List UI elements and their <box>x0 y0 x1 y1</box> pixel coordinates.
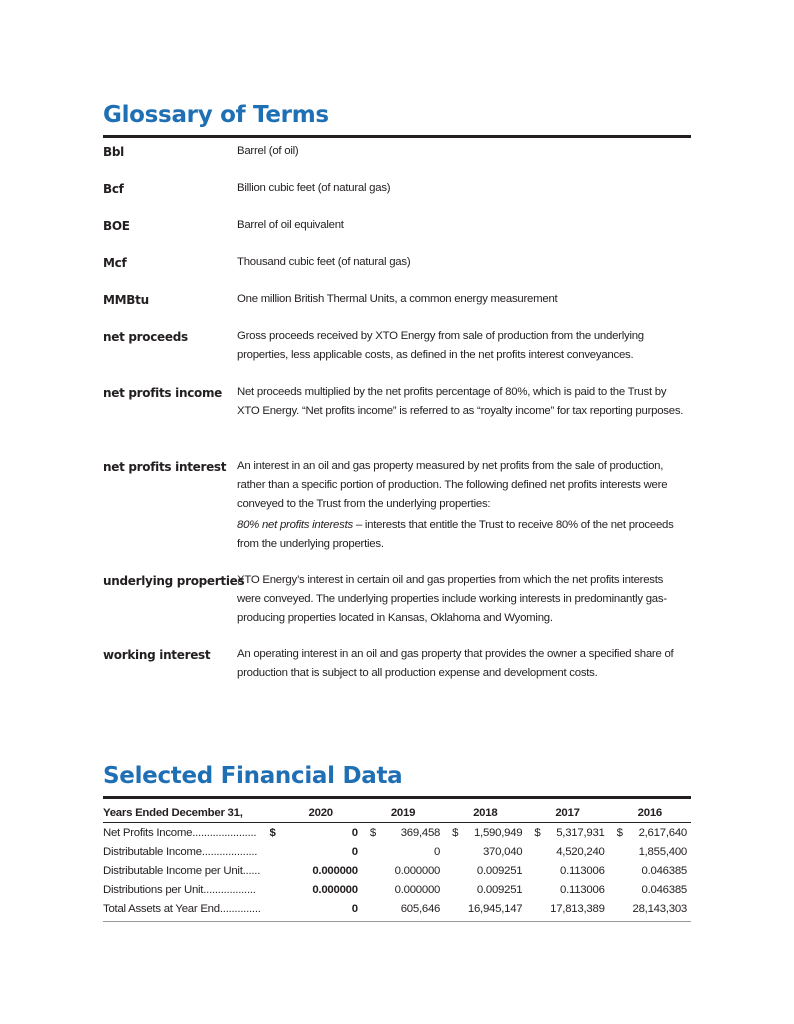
row-label-text: Distributable Income <box>103 845 202 858</box>
row-dollar-sign: $ <box>269 826 276 839</box>
cell-dollar: $ <box>369 826 376 839</box>
table-cell: 0.113006 <box>559 864 605 877</box>
table-cell <box>609 823 691 843</box>
row-label-text: Net Profits Income <box>103 826 193 839</box>
glossary-title-rule <box>103 135 691 138</box>
leader-dots: ................... <box>201 845 258 858</box>
table-cell: 0.000000 <box>394 883 441 896</box>
table-cell: 605,646 <box>400 902 441 915</box>
table-cell <box>526 823 608 843</box>
glossary-term-bcf: Bcf <box>103 182 124 196</box>
years-ended-header: Years Ended December 31, <box>103 804 280 823</box>
glossary-term-bbl: Bbl <box>103 145 124 159</box>
glossary-subdef-italic: 80% net profits interests <box>237 519 353 531</box>
glossary-def-net-profits-income: Net proceeds multiplied by the net profits percentage of 80%, which is paid to the Trust by XTO Energy. “Net profits income” is referred to as “royalty income” for tax reporting purposes. <box>237 386 684 417</box>
table-cell: 0.009251 <box>476 883 523 896</box>
table-cell: 0 <box>351 826 358 839</box>
cell-value: 1,590,949 <box>473 826 523 839</box>
table-header-row <box>103 804 691 823</box>
row-label-text: Total Assets at Year End <box>103 902 220 915</box>
glossary-def-bbl: Barrel (of oil) <box>237 145 299 157</box>
glossary-term-mcf: Mcf <box>103 256 127 270</box>
glossary-term-mmbtu: MMBtu <box>103 293 149 307</box>
glossary-def-mcf: Thousand cubic feet (of natural gas) <box>237 256 411 268</box>
row-label <box>103 899 280 918</box>
table-row <box>103 899 691 918</box>
glossary-def-mmbtu: One million British Thermal Units, a common energy measurement <box>237 293 558 305</box>
table-cell: 0.000000 <box>312 864 358 877</box>
leader-dots: .............. <box>219 902 261 915</box>
row-label-text: Distributable Income per Unit <box>103 864 243 877</box>
year-header-2016: 2016 <box>609 804 691 823</box>
table-row <box>103 823 691 843</box>
cell-value: 369,458 <box>400 826 441 839</box>
table-cell: 0.000000 <box>394 864 441 877</box>
table-cell: 0 <box>351 902 358 915</box>
year-header-2019: 2019 <box>362 804 444 823</box>
table-cell: 0.113006 <box>559 883 605 896</box>
row-label <box>103 880 280 899</box>
table-cell: 0.000000 <box>312 883 358 896</box>
cell-value: 2,617,640 <box>638 826 687 839</box>
leader-dots: ...... <box>242 864 261 877</box>
table-cell: 0.046385 <box>641 864 687 877</box>
table-cell: 4,520,240 <box>556 845 605 858</box>
row-label <box>103 823 280 843</box>
row-label <box>103 842 280 861</box>
cell-value: 5,317,931 <box>556 826 605 839</box>
financial-title: Selected Financial Data <box>103 763 403 789</box>
leader-dots: .................. <box>203 883 256 896</box>
financial-data-table <box>103 804 691 918</box>
year-header-2020: 2020 <box>280 804 362 823</box>
table-row <box>103 861 691 880</box>
glossary-title: Glossary of Terms <box>103 102 329 128</box>
glossary-def-working-interest: An operating interest in an oil and gas property that provides the owner a specified share of production that is subject to all production expense and development costs. <box>237 648 674 679</box>
glossary-term-underlying-properties: underlying properties <box>103 574 245 588</box>
glossary-subdef-text: – interests that entitle the Trust to receive 80% of the net proceeds from the underlying properties. <box>237 519 674 550</box>
financial-title-rule <box>103 796 691 799</box>
table-cell: 0 <box>434 845 441 858</box>
glossary-def-net-proceeds: Gross proceeds received by XTO Energy from sale of production from the underlying properties, less applicable costs, as defined in the net profits interest conveyances. <box>237 330 644 361</box>
table-cell <box>444 823 526 843</box>
glossary-def-net-profits-interest: An interest in an oil and gas property measured by net profits from the sale of production, rather than a specific portion of production. The following defined net profits interests were conveyed to the Trust from the underlying properties: <box>237 460 668 510</box>
table-cell: 0 <box>351 845 358 858</box>
cell-dollar: $ <box>452 826 459 839</box>
table-cell: 1,855,400 <box>638 845 687 858</box>
glossary-def-boe: Barrel of oil equivalent <box>237 219 344 231</box>
glossary-term-boe: BOE <box>103 219 130 233</box>
table-cell <box>362 823 444 843</box>
row-label-text: Distributions per Unit <box>103 883 204 896</box>
table-row <box>103 880 691 899</box>
glossary-def-bcf: Billion cubic feet (of natural gas) <box>237 182 391 194</box>
glossary-term-net-profits-income: net profits income <box>103 386 222 400</box>
glossary-def-underlying-properties: XTO Energy’s interest in certain oil and gas properties from which the net profits interests were conveyed. The underlying properties include working interests in predominantly gas-producing properties located in Kansas, Oklahoma and Wyoming. <box>237 574 667 624</box>
table-bottom-rule <box>103 921 691 922</box>
glossary-term-net-profits-interest: net profits interest <box>103 460 227 474</box>
glossary-term-net-proceeds: net proceeds <box>103 330 188 344</box>
cell-dollar: $ <box>616 826 623 839</box>
table-row <box>103 842 691 861</box>
table-cell: 0.046385 <box>641 883 687 896</box>
table-cell: 28,143,303 <box>632 902 687 915</box>
table-cell: 0.009251 <box>476 864 523 877</box>
cell-dollar: $ <box>534 826 541 839</box>
table-cell: 16,945,147 <box>467 902 523 915</box>
year-header-2018: 2018 <box>444 804 526 823</box>
leader-dots: ...................... <box>192 826 257 839</box>
table-cell: 17,813,389 <box>550 902 605 915</box>
glossary-subdef-80-percent <box>237 516 687 554</box>
glossary-term-working-interest: working interest <box>103 648 211 662</box>
row-label <box>103 861 280 880</box>
table-cell: 370,040 <box>482 845 523 858</box>
year-header-2017: 2017 <box>526 804 608 823</box>
